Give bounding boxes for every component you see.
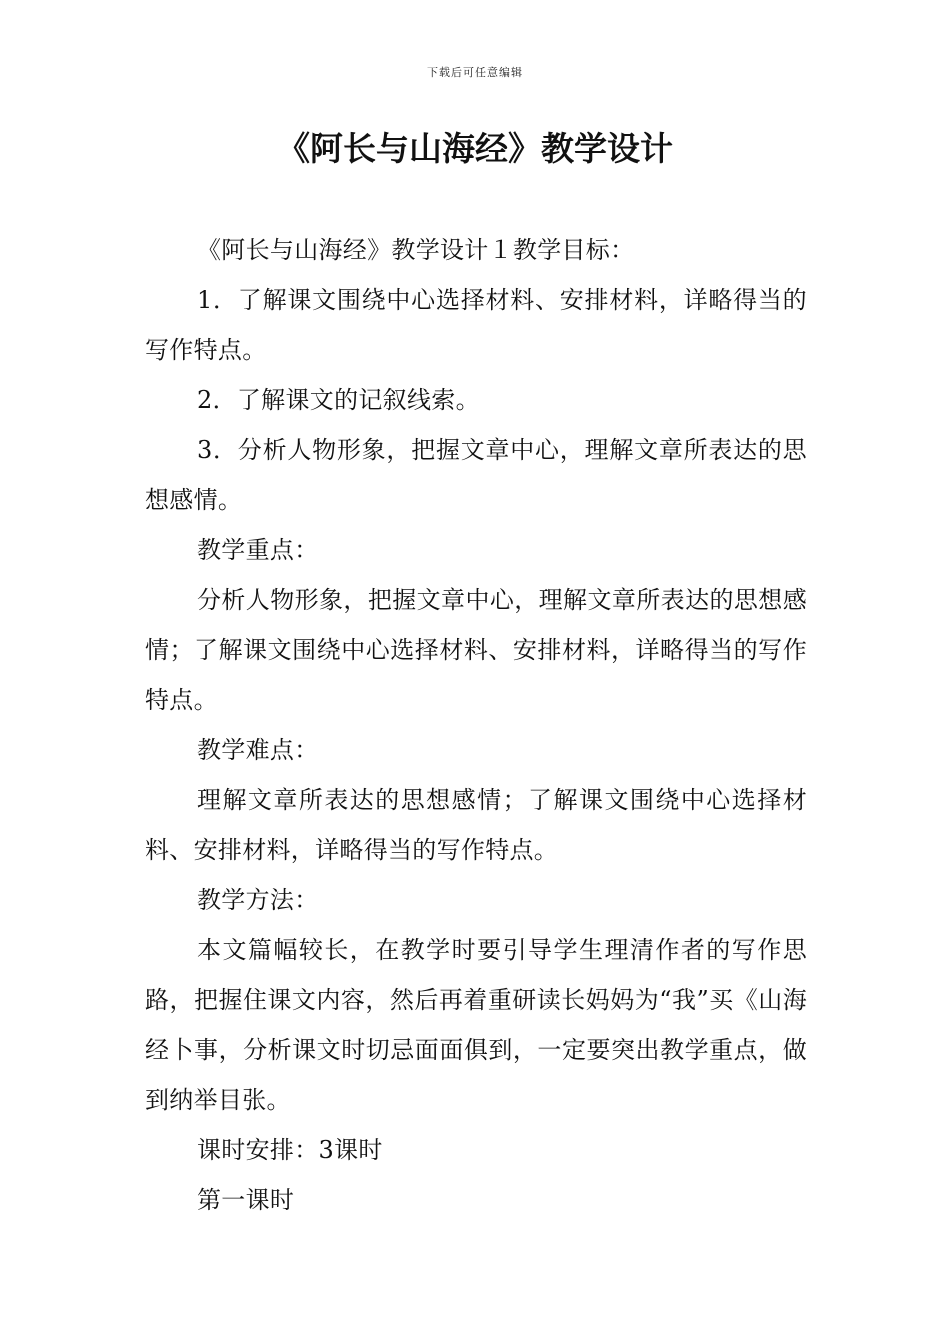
document-body: [145, 225, 807, 1225]
objective-item-2: 2．了解课文的记叙线索。: [197, 386, 480, 414]
objective-item-3: 3．分析人物形象，把握文章中心，理解文章所表达的思想感情。: [145, 436, 807, 514]
difficulties-heading: 教学难点：: [197, 736, 319, 764]
page-header-note: 下载后可任意编辑: [427, 66, 523, 79]
schedule-line: 课时安排：3课时: [197, 1136, 383, 1164]
document-title: 《阿长与山海经》教学设计: [277, 129, 673, 168]
methods-text: 本文篇幅较长，在教学时要引导学生理清作者的写作思路，把握住课文内容，然后再着重研读长妈妈为“我”买《山海经卜事，分析课文时切忌面面俱到，一定要突出教学重点，做到纳举目张。: [145, 936, 807, 1114]
key-points-text: 分析人物形象，把握文章中心，理解文章所表达的思想感情；了解课文围绕中心选择材料、安排材料，详略得当的写作特点。: [145, 586, 807, 714]
objective-item-1: 1．了解课文围绕中心选择材料、安排材料，详略得当的写作特点。: [145, 286, 807, 364]
intro-paragraph: 《阿长与山海经》教学设计１教学目标：: [197, 236, 635, 264]
methods-heading: 教学方法：: [197, 886, 319, 914]
difficulties-text: 理解文章所表达的思想感情；了解课文围绕中心选择材料、安排材料，详略得当的写作特点。: [145, 786, 807, 864]
key-points-heading: 教学重点：: [197, 536, 319, 564]
lesson-one-heading: 第一课时: [197, 1186, 295, 1214]
